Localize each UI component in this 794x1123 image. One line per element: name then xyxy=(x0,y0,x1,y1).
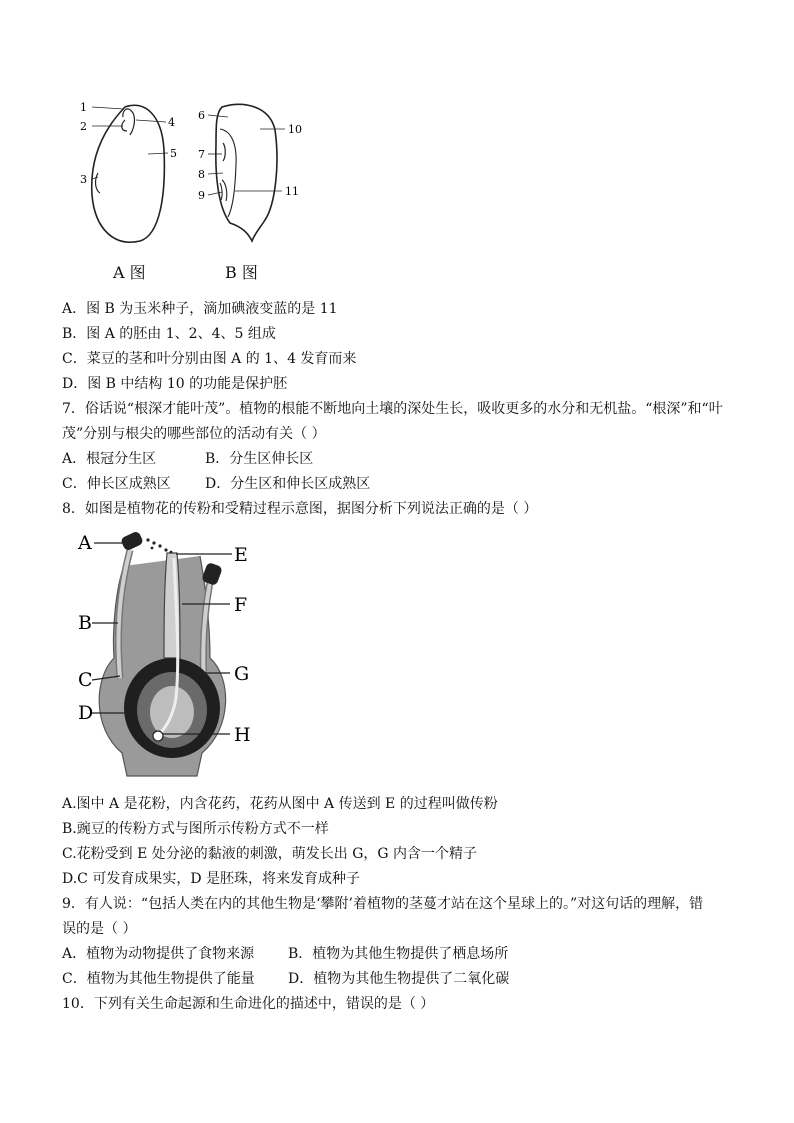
label-C: C xyxy=(78,669,93,691)
q8-option-a: A.图中 A 是花粉，内含花药，花药从图中 A 传送到 E 的过程叫做传粉 xyxy=(62,796,498,812)
label-B: B xyxy=(78,612,92,634)
q6-option-b: B．图 A 的胚由 1、2、4、5 组成 xyxy=(62,326,276,342)
q7-option-c: C．伸长区成熟区 xyxy=(62,476,171,492)
flower-pollination-diagram xyxy=(72,528,272,778)
q9-option-d: D．植物为其他生物提供了二氧化碳 xyxy=(288,971,510,987)
q8-option-c: C.花粉受到 E 处分泌的黏液的刺激，萌发长出 G，G 内含一个精子 xyxy=(62,846,478,862)
label-1: 1 xyxy=(80,101,87,114)
q7-option-d: D．分生区和伸长区成熟区 xyxy=(205,476,371,492)
label-H: H xyxy=(234,724,251,746)
caption-b: B 图 xyxy=(225,263,258,282)
q7-stem-line1: 7．俗话说“根深才能叶茂”。植物的根能不断地向土壤的深处生长，吸收更多的水分和无机盐。“根深”和“叶 xyxy=(62,401,723,417)
label-5: 5 xyxy=(170,147,177,160)
q7-option-a: A．根冠分生区 xyxy=(62,451,157,467)
label-F: F xyxy=(234,594,248,616)
q7-option-b: B．分生区伸长区 xyxy=(205,451,314,467)
label-7: 7 xyxy=(198,148,205,161)
q8-option-d: D.C 可发育成果实，D 是胚珠，将来发育成种子 xyxy=(62,871,361,887)
corn-seed-diagram xyxy=(198,104,302,241)
caption-a: A 图 xyxy=(113,263,146,282)
q7-stem-line2: 茂”分别与根尖的哪些部位的活动有关（ ） xyxy=(62,426,326,442)
label-A: A xyxy=(78,532,92,554)
label-D: D xyxy=(78,702,94,724)
q9-option-a: A．植物为动物提供了食物来源 xyxy=(62,946,255,962)
q8-option-b: B.豌豆的传粉方式与图所示传粉方式不一样 xyxy=(62,821,329,837)
label-8: 8 xyxy=(198,168,205,181)
q6-option-d: D．图 B 中结构 10 的功能是保护胚 xyxy=(62,376,288,392)
seed-figure xyxy=(70,95,320,255)
q9-option-c: C．植物为其他生物提供了能量 xyxy=(62,971,255,987)
label-2: 2 xyxy=(80,120,87,133)
label-11: 11 xyxy=(285,185,299,198)
label-6: 6 xyxy=(198,109,205,122)
bean-seed-diagram xyxy=(80,101,177,242)
label-10: 10 xyxy=(288,123,302,136)
label-3: 3 xyxy=(80,173,87,186)
label-G: G xyxy=(234,663,250,685)
q9-option-b: B．植物为其他生物提供了栖息场所 xyxy=(288,946,509,962)
q6-option-a: A．图 B 为玉米种子，滴加碘液变蓝的是 11 xyxy=(62,301,338,317)
label-4: 4 xyxy=(168,116,175,129)
label-9: 9 xyxy=(198,189,205,202)
q9-stem-line2: 误的是（ ） xyxy=(62,921,137,937)
q6-option-c: C．菜豆的茎和叶分别由图 A 的 1、4 发育而来 xyxy=(62,351,357,367)
label-E: E xyxy=(234,544,248,566)
q10-stem: 10．下列有关生命起源和生命进化的描述中，错误的是（ ） xyxy=(62,996,435,1012)
q8-stem: 8．如图是植物花的传粉和受精过程示意图，据图分析下列说法正确的是（ ） xyxy=(62,501,538,517)
q9-stem-line1: 9．有人说：“包括人类在内的其他生物是‘攀附’着植物的茎蔓才站在这个星球上的。”对这句话的理解，错 xyxy=(62,896,704,912)
